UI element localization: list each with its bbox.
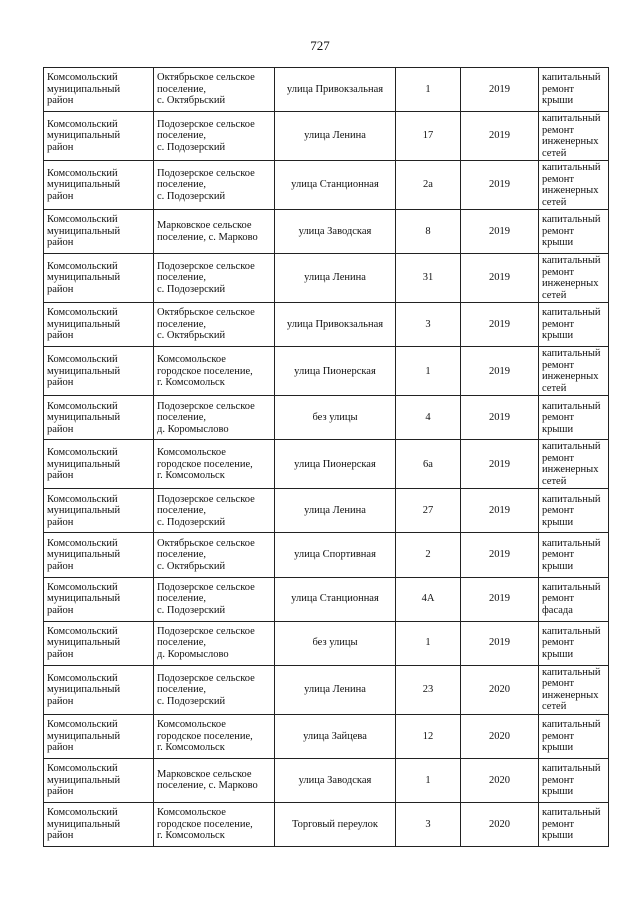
district-line: Комсомольский — [47, 672, 118, 684]
year-cell: 2019 — [461, 440, 539, 489]
house-number-cell: 3 — [396, 802, 461, 846]
year-cell: 2019 — [461, 621, 539, 665]
district-line: район — [47, 283, 74, 295]
settlement-line: с. Подозерский — [157, 695, 226, 707]
settlement-cell — [154, 347, 275, 396]
table-row — [44, 758, 609, 802]
table-row — [44, 802, 609, 846]
work-type-cell — [539, 396, 609, 440]
table-row — [44, 254, 609, 303]
house-number-cell: 17 — [396, 112, 461, 161]
year-cell: 2020 — [461, 802, 539, 846]
district-cell — [44, 254, 154, 303]
settlement-cell — [154, 210, 275, 254]
street-cell: улица Пионерская — [275, 440, 396, 489]
work-type-line: капитальный — [542, 400, 601, 412]
district-line: муниципальный — [47, 505, 121, 517]
district-line: муниципальный — [47, 818, 121, 830]
district-line: муниципальный — [47, 774, 121, 786]
year-cell: 2019 — [461, 347, 539, 396]
settlement-line: городское поселение, — [157, 365, 253, 377]
settlement-line: Марковское сельское — [157, 220, 252, 232]
year-cell: 2019 — [461, 112, 539, 161]
table-row — [44, 303, 609, 347]
settlement-line: с. Подозерский — [157, 141, 226, 153]
repair-schedule-table — [43, 67, 609, 847]
district-line: муниципальный — [47, 179, 121, 191]
table-row — [44, 396, 609, 440]
district-line: район — [47, 330, 74, 342]
settlement-line: с. Подозерский — [157, 283, 226, 295]
settlement-line: городское поселение, — [157, 818, 253, 830]
work-type-line: инженерных — [542, 371, 599, 383]
table-row — [44, 210, 609, 254]
settlement-line: Подозерское сельское — [157, 672, 255, 684]
settlement-line: с. Октябрьский — [157, 330, 226, 342]
district-line: муниципальный — [47, 130, 121, 142]
district-line: Комсомольский — [47, 167, 118, 179]
house-number-cell: 23 — [396, 665, 461, 714]
settlement-cell — [154, 714, 275, 758]
district-line: район — [47, 695, 74, 707]
work-type-line: капитальный — [542, 162, 601, 174]
house-number-cell: 4А — [396, 577, 461, 621]
table-row — [44, 489, 609, 533]
table-row — [44, 621, 609, 665]
work-type-line: ремонт крыши — [542, 505, 575, 528]
year-cell: 2019 — [461, 303, 539, 347]
work-type-cell — [539, 68, 609, 112]
work-type-line: ремонт крыши — [542, 730, 575, 754]
district-line: район — [47, 830, 74, 842]
settlement-cell — [154, 303, 275, 347]
district-line: Комсомольский — [47, 493, 118, 505]
district-line: муниципальный — [47, 365, 121, 377]
district-cell — [44, 210, 154, 254]
street-cell: без улицы — [275, 621, 396, 665]
work-type-cell — [539, 665, 609, 714]
district-line: район — [47, 95, 74, 107]
district-line: район — [47, 470, 74, 482]
settlement-line: Октябрьское сельское — [157, 72, 255, 84]
house-number-cell: 4 — [396, 396, 461, 440]
district-cell — [44, 533, 154, 577]
work-type-line: капитальный — [542, 214, 601, 226]
district-line: район — [47, 141, 74, 153]
district-line: Комсомольский — [47, 400, 118, 412]
work-type-line: сетей — [542, 382, 567, 394]
district-cell — [44, 758, 154, 802]
street-cell: улица Ленина — [275, 254, 396, 303]
settlement-line: г. Комсомольск — [157, 830, 225, 842]
table-row — [44, 347, 609, 396]
settlement-cell — [154, 396, 275, 440]
year-cell: 2020 — [461, 758, 539, 802]
work-type-cell — [539, 254, 609, 303]
district-line: район — [47, 377, 74, 389]
district-line: Комсомольский — [47, 72, 118, 84]
settlement-line: Комсомольское — [157, 354, 226, 366]
district-cell — [44, 161, 154, 210]
table-row — [44, 161, 609, 210]
work-type-line: капитальный — [542, 625, 601, 637]
settlement-line: с. Октябрьский — [157, 95, 226, 107]
work-type-cell — [539, 210, 609, 254]
district-line: Комсомольский — [47, 537, 118, 549]
district-cell — [44, 440, 154, 489]
district-line: район — [47, 190, 74, 202]
street-cell: улица Привокзальная — [275, 303, 396, 347]
settlement-line: Октябрьское сельское — [157, 537, 255, 549]
district-line: муниципальный — [47, 412, 121, 424]
settlement-line: с. Подозерский — [157, 190, 226, 202]
table-row — [44, 440, 609, 489]
house-number-cell: 27 — [396, 489, 461, 533]
year-cell: 2019 — [461, 489, 539, 533]
district-line: Комсомольский — [47, 719, 118, 731]
table-row — [44, 714, 609, 758]
settlement-line: поселение, — [157, 637, 207, 649]
district-cell — [44, 714, 154, 758]
district-line: муниципальный — [47, 637, 121, 649]
house-number-cell: 1 — [396, 621, 461, 665]
work-type-line: инженерных — [542, 185, 599, 197]
settlement-cell — [154, 802, 275, 846]
settlement-line: г. Комсомольск — [157, 377, 225, 389]
street-cell: улица Заводская — [275, 758, 396, 802]
settlement-cell — [154, 577, 275, 621]
work-type-line: капитальный — [542, 113, 601, 125]
work-type-line: сетей — [542, 147, 567, 159]
work-type-cell — [539, 533, 609, 577]
work-type-cell — [539, 440, 609, 489]
work-type-line: ремонт — [542, 359, 575, 371]
work-type-line: ремонт крыши — [542, 412, 575, 435]
settlement-line: Октябрьское сельское — [157, 307, 255, 319]
district-line: муниципальный — [47, 593, 121, 605]
work-type-cell — [539, 303, 609, 347]
work-type-line: ремонт — [542, 124, 575, 136]
settlement-line: Подозерское сельское — [157, 625, 255, 637]
work-type-line: ремонт крыши — [542, 774, 575, 798]
settlement-line: поселение, — [157, 130, 207, 142]
street-cell: улица Ленина — [275, 112, 396, 161]
settlement-line: Марковское сельское — [157, 768, 252, 780]
district-cell — [44, 303, 154, 347]
settlement-line: Подозерское сельское — [157, 493, 255, 505]
table-row — [44, 577, 609, 621]
district-line: район — [47, 648, 74, 660]
district-line: муниципальный — [47, 83, 121, 95]
settlement-line: поселение, — [157, 593, 207, 605]
settlement-line: поселение, — [157, 179, 207, 191]
district-line: район — [47, 604, 74, 616]
work-type-line: капитальный — [542, 72, 601, 84]
settlement-cell — [154, 489, 275, 533]
work-type-line: ремонт крыши — [542, 225, 575, 249]
table-row — [44, 665, 609, 714]
table-row — [44, 533, 609, 577]
table-body — [44, 68, 609, 847]
house-number-cell: 6а — [396, 440, 461, 489]
year-cell: 2019 — [461, 577, 539, 621]
district-line: Комсомольский — [47, 625, 118, 637]
work-type-cell — [539, 489, 609, 533]
district-line: Комсомольский — [47, 581, 118, 593]
street-cell: улица Заводская — [275, 210, 396, 254]
table-row — [44, 68, 609, 112]
district-line: муниципальный — [47, 458, 121, 470]
district-line: Комсомольский — [47, 260, 118, 272]
house-number-cell: 12 — [396, 714, 461, 758]
district-line: Комсомольский — [47, 307, 118, 319]
year-cell: 2019 — [461, 210, 539, 254]
settlement-cell — [154, 665, 275, 714]
work-type-cell — [539, 802, 609, 846]
work-type-line: ремонт крыши — [542, 637, 575, 660]
work-type-line: капитальный — [542, 537, 601, 549]
street-cell: улица Пионерская — [275, 347, 396, 396]
settlement-cell — [154, 621, 275, 665]
settlement-line: Подозерское сельское — [157, 581, 255, 593]
work-type-cell — [539, 161, 609, 210]
page-number: 727 — [310, 38, 330, 53]
district-line: муниципальный — [47, 225, 121, 237]
settlement-line: Подозерское сельское — [157, 167, 255, 179]
settlement-line: поселение, с. Марково — [157, 231, 258, 243]
year-cell: 2020 — [461, 665, 539, 714]
year-cell: 2019 — [461, 396, 539, 440]
street-cell: улица Станционная — [275, 161, 396, 210]
work-type-line: ремонт — [542, 266, 575, 278]
district-line: Комсомольский — [47, 118, 118, 130]
settlement-line: с. Октябрьский — [157, 560, 226, 572]
street-cell: улица Станционная — [275, 577, 396, 621]
settlement-line: поселение, — [157, 549, 207, 561]
district-cell — [44, 489, 154, 533]
district-line: Комсомольский — [47, 354, 118, 366]
district-line: район — [47, 516, 74, 528]
work-type-line: ремонт крыши — [542, 549, 575, 572]
settlement-line: Подозерское сельское — [157, 118, 255, 130]
settlement-line: г. Комсомольск — [157, 742, 225, 754]
settlement-line: Подозерское сельское — [157, 260, 255, 272]
work-type-line: капитальный — [542, 307, 601, 319]
settlement-line: с. Подозерский — [157, 604, 226, 616]
work-type-line: сетей — [542, 701, 567, 713]
house-number-cell: 31 — [396, 254, 461, 303]
work-type-line: сетей — [542, 289, 567, 301]
work-type-line: капитальный — [542, 255, 601, 267]
district-cell — [44, 112, 154, 161]
year-cell: 2019 — [461, 254, 539, 303]
work-type-line: ремонт — [542, 173, 575, 185]
district-line: район — [47, 423, 74, 435]
work-type-line: капитальный — [542, 807, 601, 819]
settlement-line: Комсомольское — [157, 719, 226, 731]
district-line: Комсомольский — [47, 763, 118, 775]
street-cell: улица Ленина — [275, 665, 396, 714]
year-cell: 2019 — [461, 68, 539, 112]
street-cell: Торговый переулок — [275, 802, 396, 846]
settlement-line: поселение, — [157, 505, 207, 517]
settlement-cell — [154, 161, 275, 210]
street-cell: улица Привокзальная — [275, 68, 396, 112]
district-line: район — [47, 237, 74, 249]
street-cell: без улицы — [275, 396, 396, 440]
settlement-line: поселение, — [157, 684, 207, 695]
work-type-line: ремонт крыши — [542, 83, 575, 107]
work-type-line: ремонт — [542, 678, 575, 690]
work-type-line: инженерных — [542, 689, 599, 701]
settlement-cell — [154, 254, 275, 303]
settlement-line: д. Коромыслово — [157, 648, 229, 660]
settlement-line: Комсомольское — [157, 447, 226, 459]
settlement-cell — [154, 68, 275, 112]
street-cell: улица Ленина — [275, 489, 396, 533]
work-type-cell — [539, 758, 609, 802]
year-cell: 2019 — [461, 533, 539, 577]
work-type-line: инженерных — [542, 136, 599, 148]
settlement-line: Подозерское сельское — [157, 400, 255, 412]
work-type-cell — [539, 347, 609, 396]
work-type-cell — [539, 714, 609, 758]
settlement-line: поселение, — [157, 318, 207, 330]
work-type-line: капитальный — [542, 719, 601, 731]
house-number-cell: 1 — [396, 347, 461, 396]
work-type-line: капитальный — [542, 348, 601, 360]
work-type-line: инженерных — [542, 278, 599, 290]
year-cell: 2020 — [461, 714, 539, 758]
district-line: Комсомольский — [47, 447, 118, 459]
district-line: муниципальный — [47, 318, 121, 330]
street-cell: улица Зайцева — [275, 714, 396, 758]
house-number-cell: 2 — [396, 533, 461, 577]
district-cell — [44, 665, 154, 714]
street-cell: улица Спортивная — [275, 533, 396, 577]
work-type-line: ремонт — [542, 452, 575, 464]
settlement-cell — [154, 533, 275, 577]
settlement-cell — [154, 440, 275, 489]
district-line: муниципальный — [47, 684, 121, 695]
district-line: район — [47, 742, 74, 754]
settlement-line: Комсомольское — [157, 807, 226, 819]
district-line: район — [47, 786, 74, 798]
district-line: Комсомольский — [47, 214, 118, 226]
work-type-line: сетей — [542, 196, 567, 208]
settlement-line: городское поселение, — [157, 458, 253, 470]
house-number-cell: 8 — [396, 210, 461, 254]
work-type-line: капитальный — [542, 666, 601, 678]
district-line: муниципальный — [47, 272, 121, 284]
district-cell — [44, 396, 154, 440]
settlement-line: поселение, с. Марково — [157, 780, 258, 792]
work-type-line: ремонт фасада — [542, 593, 575, 616]
house-number-cell: 1 — [396, 758, 461, 802]
settlement-line: с. Подозерский — [157, 516, 226, 528]
district-cell — [44, 577, 154, 621]
house-number-cell: 3 — [396, 303, 461, 347]
district-line: муниципальный — [47, 549, 121, 561]
work-type-cell — [539, 621, 609, 665]
work-type-line: ремонт крыши — [542, 818, 575, 842]
settlement-line: г. Комсомольск — [157, 470, 225, 482]
house-number-cell: 2а — [396, 161, 461, 210]
work-type-line: сетей — [542, 475, 567, 487]
district-cell — [44, 802, 154, 846]
district-line: район — [47, 560, 74, 572]
settlement-line: поселение, — [157, 83, 207, 95]
district-cell — [44, 621, 154, 665]
settlement-line: городское поселение, — [157, 730, 253, 742]
work-type-line: капитальный — [542, 441, 601, 453]
settlement-line: поселение, — [157, 272, 207, 284]
year-cell: 2019 — [461, 161, 539, 210]
settlement-line: д. Коромыслово — [157, 423, 229, 435]
settlement-cell — [154, 112, 275, 161]
district-line: Комсомольский — [47, 807, 118, 819]
district-cell — [44, 347, 154, 396]
house-number-cell: 1 — [396, 68, 461, 112]
table-row — [44, 112, 609, 161]
work-type-line: капитальный — [542, 581, 601, 593]
work-type-line: капитальный — [542, 493, 601, 505]
district-line: муниципальный — [47, 730, 121, 742]
work-type-cell — [539, 577, 609, 621]
work-type-line: капитальный — [542, 763, 601, 775]
work-type-line: инженерных — [542, 464, 599, 476]
settlement-cell — [154, 758, 275, 802]
district-cell — [44, 68, 154, 112]
work-type-cell — [539, 112, 609, 161]
settlement-line: поселение, — [157, 412, 207, 424]
work-type-line: ремонт крыши — [542, 318, 575, 342]
